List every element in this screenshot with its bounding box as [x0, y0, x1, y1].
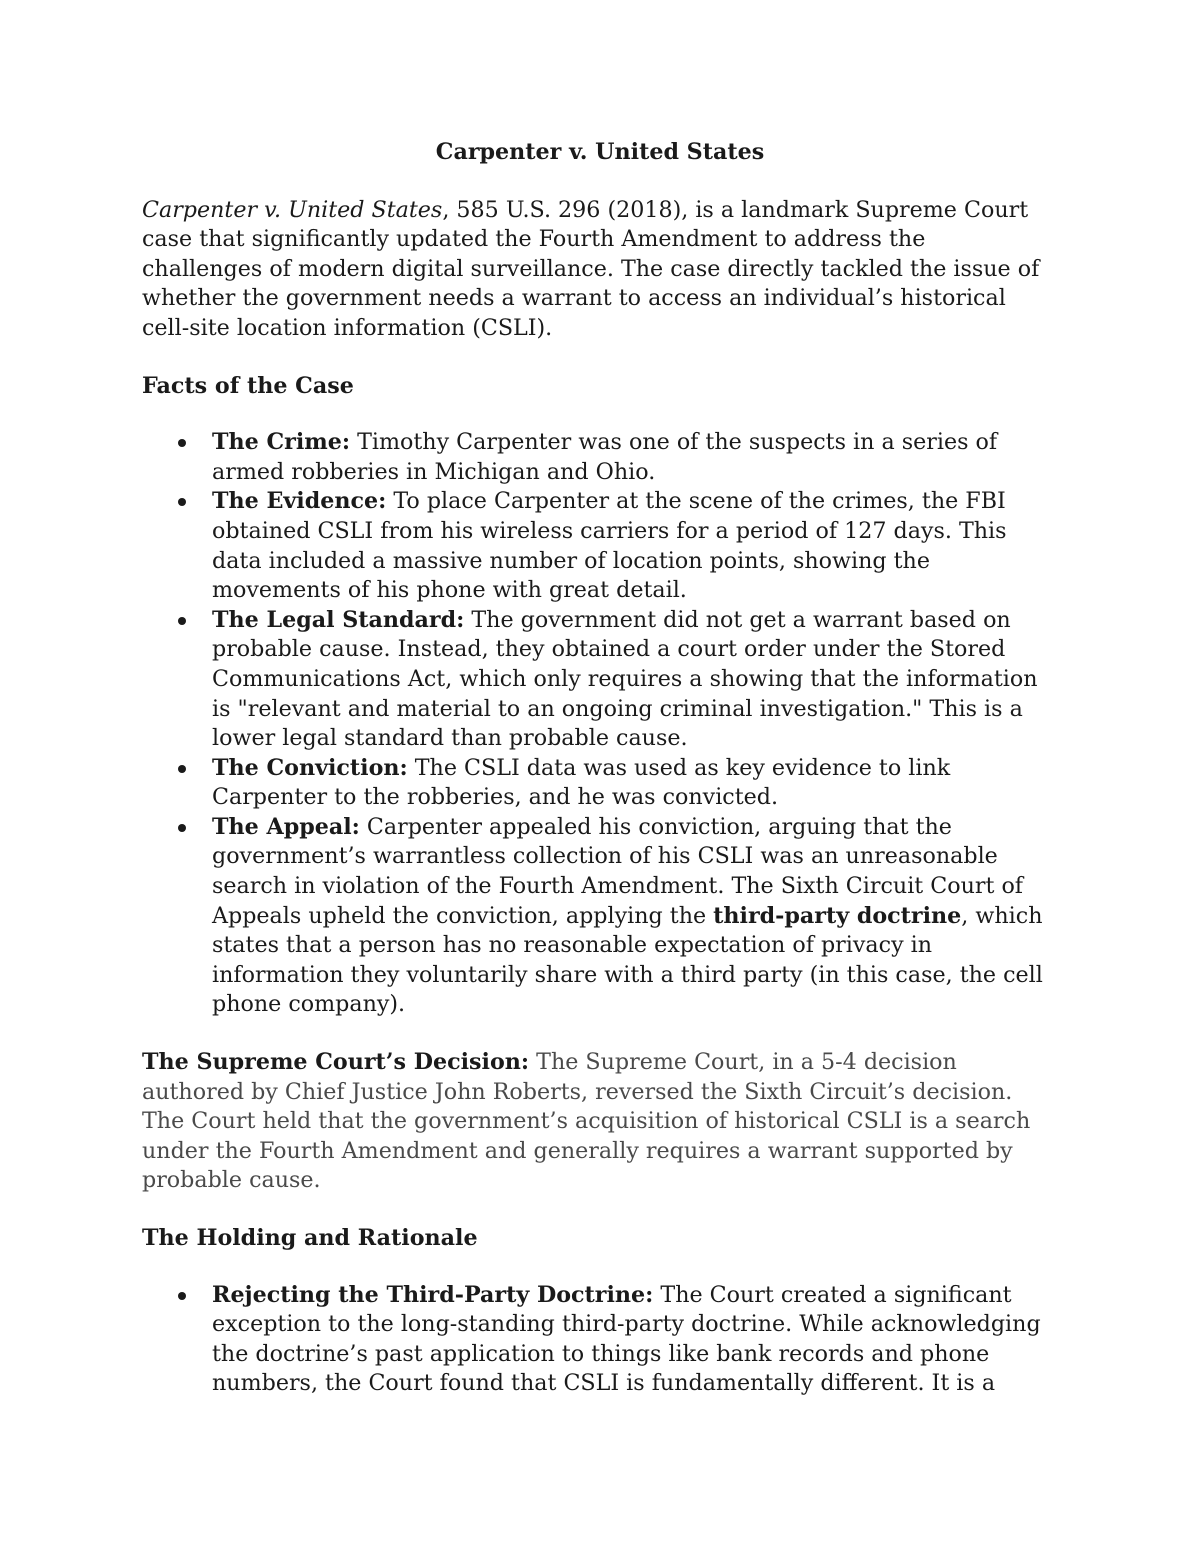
- list-item-evidence: [142, 487, 1050, 605]
- list-item-conviction: [142, 754, 1050, 813]
- item-bold-term: third-party doctrine: [713, 902, 962, 929]
- intro-paragraph: [142, 196, 1050, 344]
- item-label: The Evidence:: [212, 488, 387, 515]
- item-text: The government did not get a warrant based on probable cause. Instead, they obtained a court order under the Stored Communications Act, which only requires a showing that the information is "relevant and material to an ongoing criminal investigation." This is a lower legal standard than probable cause.: [212, 606, 1038, 752]
- decision-paragraph: [142, 1048, 1050, 1196]
- intro-text: , 585 U.S. 296 (2018), is a landmark Supreme Court case that significantly updated the Fourth Amendment to address the challenges of modern digital surveillance. The case directly tackled the issue of whether the government needs a warrant to access an individual’s historical cell-site location information (CSLI).: [142, 196, 1040, 341]
- item-label: The Conviction:: [212, 754, 408, 781]
- bullet-icon: [178, 617, 186, 625]
- item-text: To place Carpenter at the scene of the crimes, the FBI obtained CSLI from his wireless carriers for a period of 127 days. This data included a massive number of location points, showing the movements of his phone with great detail.: [212, 488, 1007, 604]
- holding-list: [142, 1281, 1050, 1399]
- bullet-icon: [178, 1292, 186, 1300]
- intro-case-name: Carpenter v. United States: [142, 196, 443, 223]
- item-text: , which states that a person has no reasonable expectation of privacy in information they voluntarily share with a third party (in this case, the cell phone company).: [212, 902, 1043, 1018]
- item-label: Rejecting the Third-Party Doctrine:: [212, 1281, 654, 1308]
- list-item-appeal: [142, 813, 1050, 1020]
- document-title: Carpenter v. United States: [435, 139, 765, 165]
- facts-heading: Facts of the Case: [142, 372, 354, 399]
- list-item-third-party: [142, 1281, 1050, 1399]
- item-text: Carpenter appealed his conviction, arguing that the government’s warrantless collection of his CSLI was an unreasonable search in violation of the Fourth Amendment. The Sixth Circuit Court of Appeals upheld the conviction, applying the: [212, 813, 1024, 929]
- bullet-icon: [178, 824, 186, 832]
- item-text: The Court created a significant exception to the long-standing third-party doctrine. While acknowledging the doctrine’s past application to things like bank records and phone numbers, the Court found that CSLI is fundamentally different. It is a: [212, 1281, 1041, 1397]
- list-item-legal-standard: [142, 606, 1050, 754]
- item-label: The Crime:: [212, 429, 351, 456]
- decision-label: The Supreme Court’s Decision:: [142, 1049, 530, 1076]
- bullet-icon: [178, 765, 186, 773]
- item-label: The Appeal:: [212, 813, 360, 840]
- holding-heading: The Holding and Rationale: [142, 1225, 478, 1251]
- item-text: The CSLI data was used as key evidence to link Carpenter to the robberies, and he was convicted.: [212, 754, 951, 811]
- facts-list: [142, 428, 1050, 1020]
- list-item-crime: [142, 428, 1050, 487]
- item-label: The Legal Standard:: [212, 606, 465, 633]
- item-text: Timothy Carpenter was one of the suspects in a series of armed robberies in Michigan and Ohio.: [212, 429, 998, 485]
- decision-text: The Supreme Court, in a 5-4 decision authored by Chief Justice John Roberts, reversed the Sixth Circuit’s decision. The Court held that the government’s acquisition of historical CSLI is a search under the Fourth Amendment and generally requires a warrant supported by probable cause.: [142, 1049, 1031, 1194]
- bullet-icon: [178, 498, 186, 506]
- bullet-icon: [178, 439, 186, 447]
